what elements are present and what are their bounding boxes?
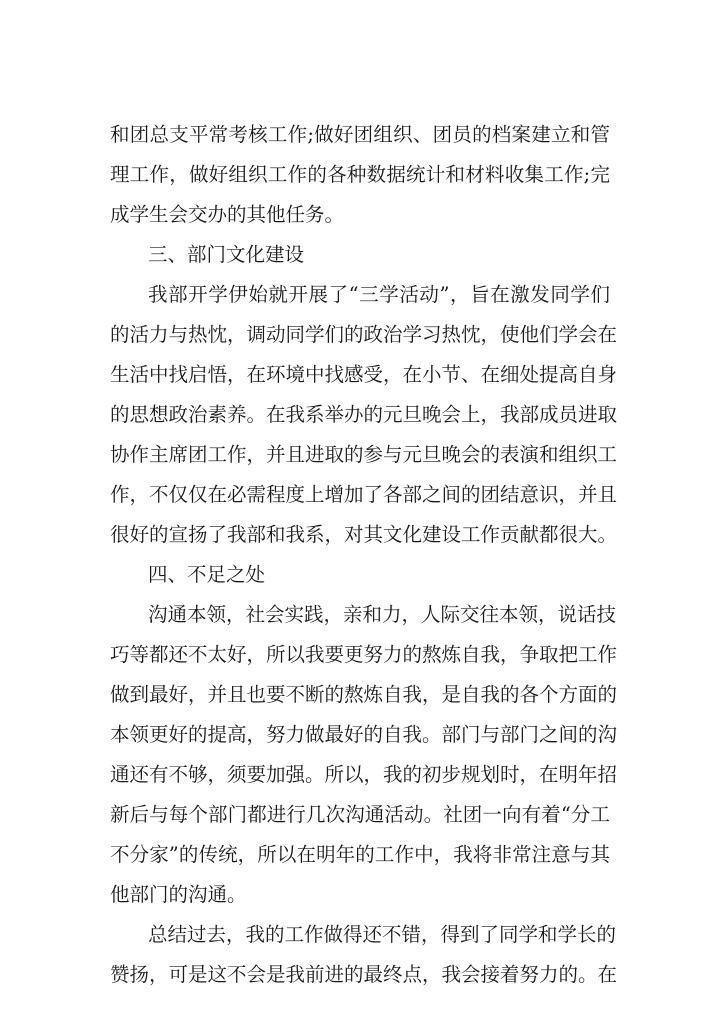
text-line: 做到最好，并且也要不断的熬炼自我，是自我的各个方面的 — [110, 683, 618, 706]
text-line: 理工作，做好组织工作的各种数据统计和材料收集工作;完 — [110, 163, 610, 186]
text-line: 的活力与热忱，调动同学们的政治学习热忱，使他们学会在 — [110, 323, 618, 346]
text-line: 生活中找启悟，在环境中找感受，在小节、在细处提高自身 — [110, 363, 618, 386]
text-line: 成学生会交办的其他任务。 — [110, 203, 345, 226]
section-heading: 四、不足之处 — [148, 563, 266, 586]
text-line: 赞扬，可是这不会是我前进的最终点，我会接着努力的。在 — [110, 963, 618, 986]
text-line: 作，不仅仅在必需程度上增加了各部之间的团结意识，并且 — [110, 483, 618, 506]
text-line: 协作主席团工作，并且进取的参与元旦晚会的表演和组织工 — [110, 443, 618, 466]
text-line: 本领更好的提高，努力做最好的自我。部门与部门之间的沟 — [110, 723, 618, 746]
text-line: 很好的宣扬了我部和我系，对其文化建设工作贡献都很大。 — [110, 523, 618, 546]
text-line: 沟通本领，社会实践，亲和力，人际交往本领，说话技 — [148, 603, 617, 626]
text-line: 的思想政治素养。在我系举办的元旦晚会上，我部成员进取 — [110, 403, 618, 426]
section-heading: 三、部门文化建设 — [148, 243, 305, 266]
text-line: 我部开学伊始就开展了“三学活动”，旨在激发同学们 — [148, 283, 610, 306]
text-line: 通还有不够，须要加强。所以，我的初步规划时，在明年招 — [110, 763, 618, 786]
text-line: 巧等都还不太好，所以我要更努力的熬炼自我，争取把工作 — [110, 643, 618, 666]
text-line: 总结过去，我的工作做得还不错，得到了同学和学长的 — [148, 923, 617, 946]
text-line: 和团总支平常考核工作;做好团组织、团员的档案建立和管 — [110, 123, 610, 146]
text-line: 他部门的沟通。 — [110, 883, 247, 906]
text-line: 新后与每个部门都进行几次沟通活动。社团一向有着“分工 — [110, 803, 610, 826]
text-line: 不分家”的传统，所以在明年的工作中，我将非常注意与其 — [110, 843, 610, 866]
